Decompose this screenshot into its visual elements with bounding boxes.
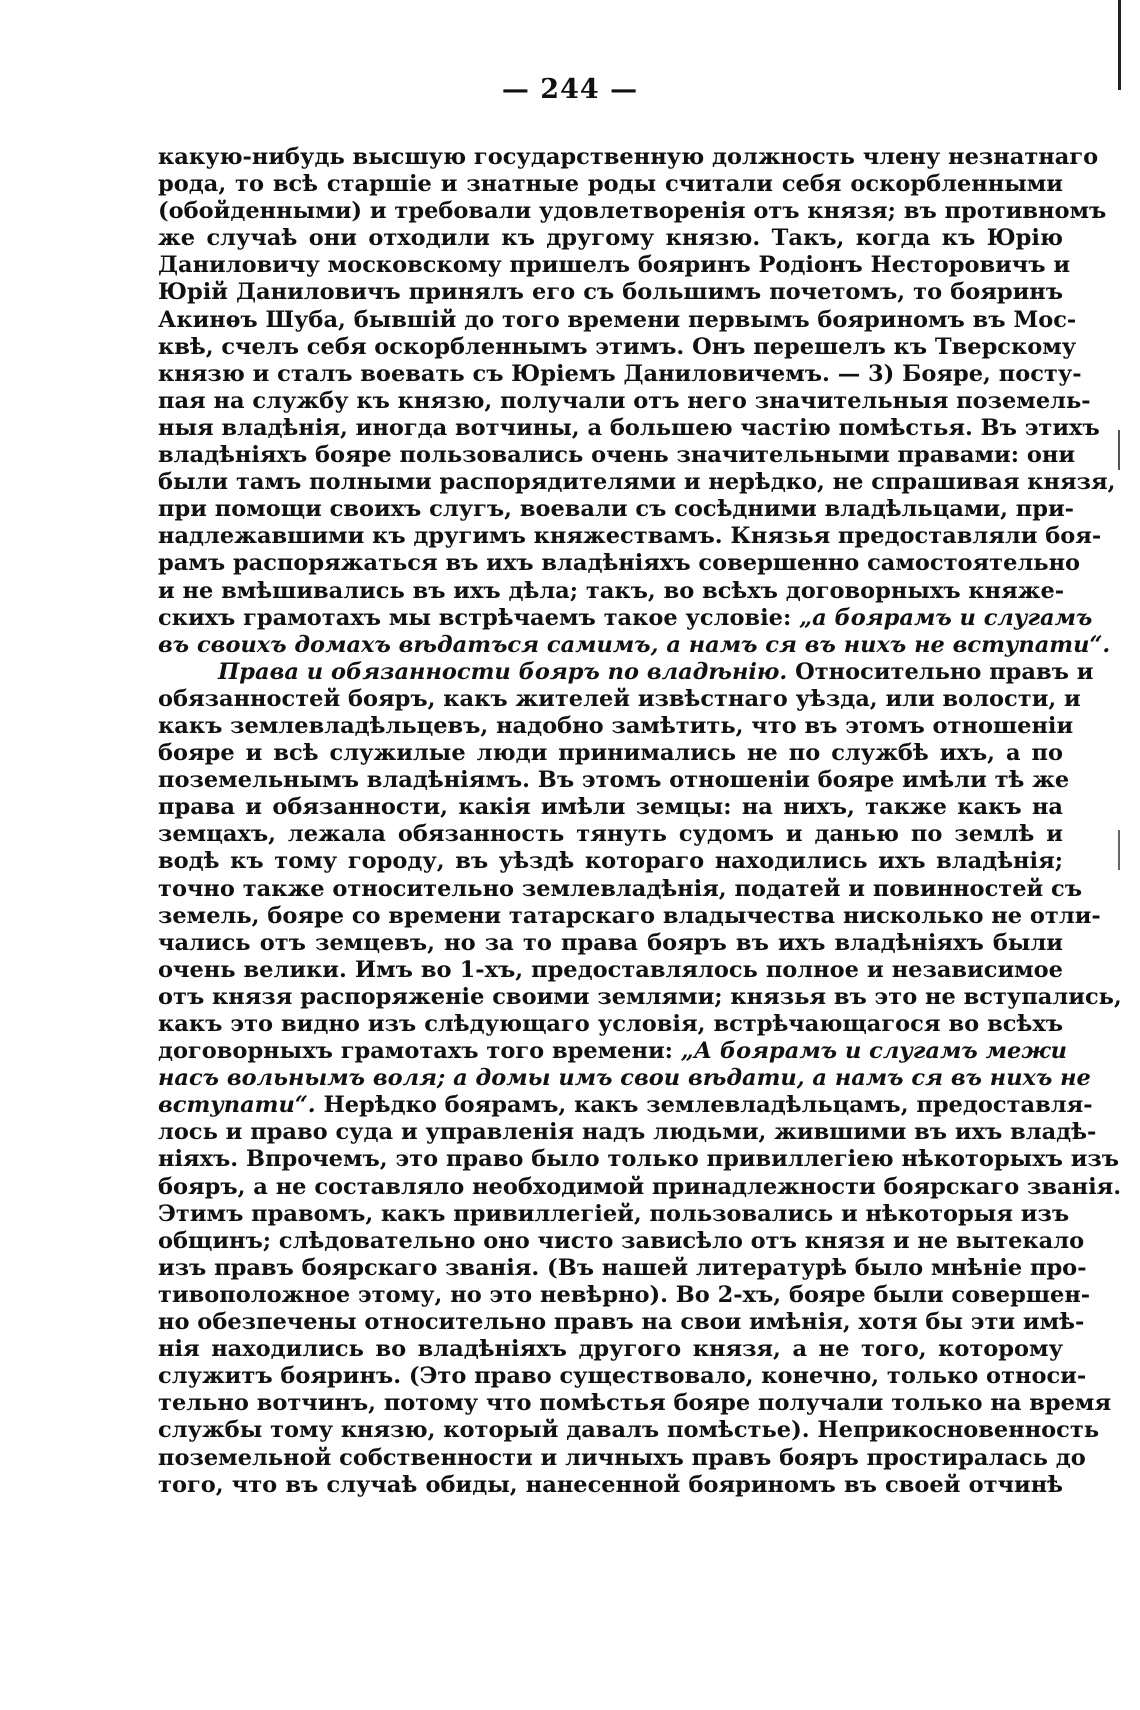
text-line (158, 333, 1077, 361)
text-line (158, 1363, 1087, 1390)
text-segment: земцахъ, лежала обязанность тянуть судомъ и данью по землѣ и (158, 821, 1063, 848)
text-segment: скихъ грамотахъ мы встрѣчаемъ такое условіе: (158, 604, 800, 631)
text-line (158, 1444, 1086, 1472)
text-segment: квѣ, счелъ себя оскорбленнымъ этимъ. Онъ перешелъ къ Тверскому (158, 333, 1077, 360)
text-line (158, 1065, 1091, 1092)
text-segment: (обойденными) и требовали удовлетворенія отъ князя; въ противномъ (158, 198, 1107, 225)
text-segment: службы тому князю, который давалъ помѣстье). Неприкосновенность (158, 1417, 1100, 1444)
text-line (158, 496, 1074, 523)
text-line (158, 848, 1063, 875)
text-line (158, 712, 1074, 740)
text-line (158, 1336, 1063, 1363)
text-segment: какъ это видно изъ слѣдующаго условія, встрѣчающагося во всѣхъ (158, 1011, 1063, 1037)
text-line (158, 306, 1077, 334)
text-segment: были тамъ полными распорядителями и нерѣдко, не спрашивая князя, (158, 469, 1116, 496)
text-line (158, 1200, 1070, 1228)
text-line (158, 983, 1122, 1011)
text-segment: пая на службу къ князю, получали отъ него значительныя поземель- (158, 387, 1091, 414)
italic-text-segment: „а боярамъ и слугамъ (799, 604, 1093, 631)
text-line (158, 685, 1081, 713)
text-segment: чались отъ земцевъ, но за то права бояръ въ ихъ владѣніяхъ были (158, 929, 1063, 956)
text-line (158, 767, 1070, 794)
text-segment: какую-нибудь высшую государственную должность члену незнатнаго (158, 144, 1099, 170)
text-line (158, 469, 1116, 496)
text-line (158, 794, 1063, 821)
text-segment: отъ князя распоряженіе своими землями; князья въ это не вступались, (158, 983, 1122, 1010)
text-line (158, 631, 1111, 659)
text-segment: и не вмѣшивались въ ихъ дѣла; такъ, во всѣхъ договорныхъ княже- (158, 577, 1065, 604)
page-edge-mark (1118, 830, 1120, 870)
text-segment: поземельной собственности и личныхъ правъ бояръ простиралась до (158, 1444, 1086, 1471)
text-line (158, 144, 1099, 171)
text-segment: поземельнымъ владѣніямъ. Въ этомъ отношеніи бояре имѣли тѣ же (158, 767, 1070, 794)
text-segment: нія находились во владѣніяхъ другого князя, а не того, которому (158, 1336, 1063, 1363)
text-segment: же случаѣ они отходили къ другому князю. Такъ, когда къ Юрію (158, 225, 1063, 252)
text-line (158, 1146, 1120, 1173)
text-segment: Нерѣдко боярамъ, какъ землевладѣльцамъ, предоставля- (315, 1092, 1093, 1119)
text-line (158, 604, 1093, 632)
text-line (158, 171, 1063, 198)
text-segment: Этимъ правомъ, какъ привиллегіей, пользовались и нѣкоторыя изъ (158, 1200, 1070, 1227)
text-segment: Юрій Даниловичъ принялъ его съ большимъ почетомъ, то бояринъ (158, 279, 1063, 306)
text-segment: ныя владѣнія, иногда вотчины, а большею частію помѣстья. Въ этихъ (158, 414, 1100, 441)
text-segment: владѣніяхъ бояре пользовались очень значительными правами: они (158, 442, 1076, 469)
text-line (158, 1038, 1068, 1065)
text-segment: бояре и всѣ служилые люди принимались не по службѣ ихъ, а по (158, 740, 1063, 767)
text-segment: общинъ; слѣдовательно оно чисто зависѣло отъ князя и не вытекало (158, 1227, 1085, 1254)
page-number: — 244 — (501, 74, 639, 105)
text-line (158, 957, 1063, 984)
text-line (158, 578, 1063, 605)
text-line (158, 1417, 1100, 1444)
text-line (158, 1281, 1091, 1309)
text-line (158, 360, 1082, 388)
text-line (158, 225, 1063, 252)
text-line (158, 523, 1102, 550)
text-line (158, 550, 1081, 577)
text-line (158, 1254, 1087, 1282)
text-line (158, 414, 1100, 442)
text-segment: какъ землевладѣльцевъ, надобно замѣтить, что въ этомъ отношеніи (158, 712, 1074, 739)
text-line (158, 1309, 1085, 1336)
italic-text-segment: Права и обязанности бояръ по владѣнію. (218, 658, 788, 685)
text-line (158, 875, 1083, 903)
text-line (158, 930, 1063, 957)
text-segment: бояръ, а не составляло необходимой принадлежности боярскаго званія. (158, 1173, 1122, 1200)
italic-text-segment: вступати“. (158, 1092, 316, 1119)
text-line (158, 252, 1071, 279)
text-line (158, 1390, 1112, 1417)
italic-text-segment: „А боярамъ и слугамъ межи (680, 1038, 1068, 1065)
text-segment: тельно вотчинъ, потому что помѣстья бояре получали только на время (158, 1390, 1112, 1417)
text-line (158, 1472, 1063, 1499)
text-segment: рамъ распоряжаться въ ихъ владѣніяхъ совершенно самостоятельно (158, 550, 1081, 577)
text-segment: лось и право суда и управленія надъ людьми, жившими въ ихъ владѣ- (158, 1119, 1097, 1146)
text-segment: того, что въ случаѣ обиды, нанесенной бояриномъ въ своей отчинѣ (158, 1471, 1063, 1498)
text-line (158, 198, 1107, 225)
text-segment: служитъ бояринъ. (Это право существовало, конечно, только относи- (158, 1363, 1087, 1390)
text-line (158, 279, 1063, 306)
text-segment: точно также относительно землевладѣнія, податей и повинностей съ (158, 875, 1083, 902)
text-segment: права и обязанности, какія имѣли земцы: на нихъ, также какъ на (158, 794, 1063, 821)
text-line (158, 1092, 1093, 1119)
text-segment: при помощи своихъ слугъ, воевали съ сосѣдними владѣльцами, при- (158, 496, 1074, 523)
text-line (158, 1173, 1122, 1201)
italic-text-segment: въ своихъ домахъ вѣдатъся самимъ, а намъ ся въ нихъ не вступати“. (158, 631, 1111, 658)
text-line (158, 1119, 1097, 1146)
text-segment: очень велики. Имъ во 1-хъ, предоставлялось полное и независимое (158, 956, 1063, 983)
text-segment: водѣ къ тому городу, въ уѣздѣ котораго находились ихъ владѣнія; (158, 848, 1063, 875)
text-segment: земель, бояре со времени татарскаго владычества нисколько не отли- (158, 902, 1101, 929)
text-line (158, 821, 1063, 848)
italic-text-segment: насъ вольнымъ воля; а домы имъ свои вѣдати, а намъ ся въ нихъ не (158, 1065, 1091, 1092)
text-segment: тивоположное этому, но это невѣрно). Во 2-хъ, бояре были совершен- (158, 1281, 1091, 1308)
text-segment: рода, то всѣ старшіе и знатные роды считали себя оскорбленными (158, 171, 1063, 198)
text-segment: Акинѳъ Шуба, бывшій до того времени первымъ бояриномъ въ Мос- (158, 306, 1077, 333)
text-line (158, 442, 1076, 469)
text-segment: князю и сталъ воевать съ Юріемъ Даниловичемъ. — 3) Бояре, посту- (158, 360, 1082, 387)
text-segment: но обезпечены относительно правъ на свои имѣнія, хотя бы эти имѣ- (158, 1309, 1085, 1336)
text-line (158, 902, 1101, 930)
page-edge-mark (1118, 430, 1120, 470)
text-segment: ніяхъ. Впрочемъ, это право было только привиллегіею нѣкоторыхъ изъ (158, 1146, 1120, 1173)
text-segment: обязанностей бояръ, какъ жителей извѣстнаго уѣзда, или волости, и (158, 685, 1081, 712)
text-line (158, 658, 1094, 686)
text-segment: договорныхъ грамотахъ того времени: (158, 1038, 681, 1065)
text-segment: изъ правъ боярскаго званія. (Въ нашей литературѣ было мнѣніе про- (158, 1254, 1087, 1281)
text-segment: Даниловичу московскому пришелъ бояринъ Родіонъ Несторовичъ и (158, 252, 1071, 279)
text-body (158, 144, 1122, 1499)
text-line (158, 1011, 1063, 1038)
text-line (158, 740, 1063, 767)
text-segment: надлежавшими къ другимъ княжествамъ. Князья предоставляли боя- (158, 523, 1102, 550)
text-segment: Относительно правъ и (787, 658, 1094, 685)
text-line (158, 387, 1091, 415)
text-line (158, 1227, 1085, 1255)
